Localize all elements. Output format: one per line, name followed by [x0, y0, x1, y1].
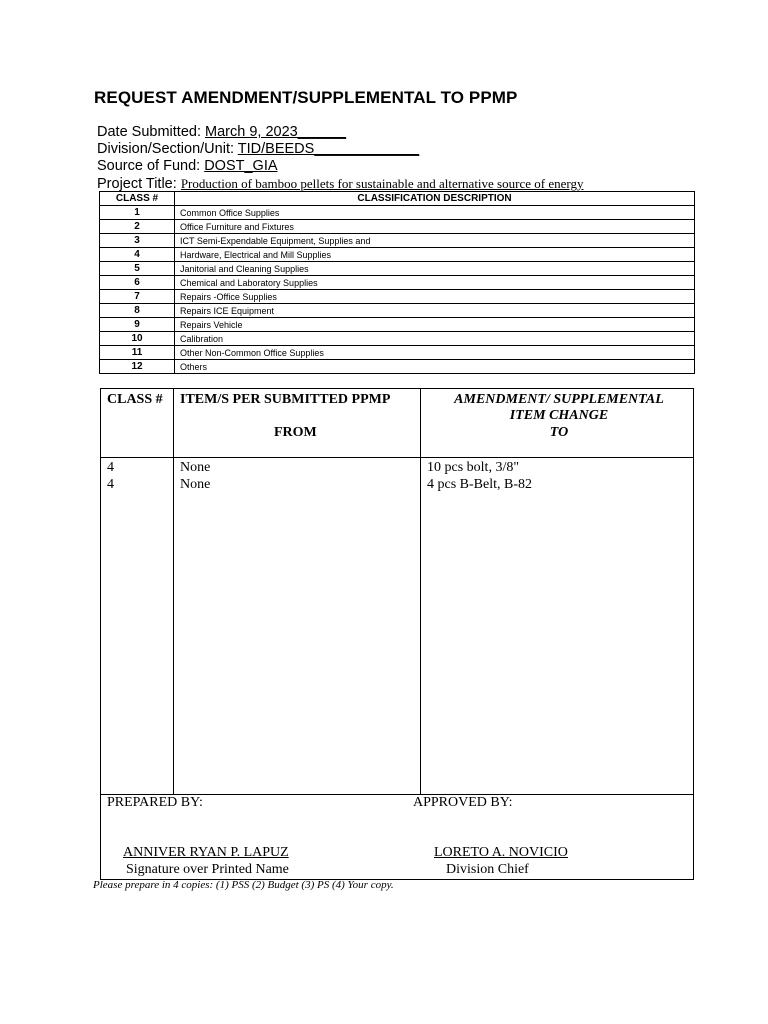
classification-description: Other Non-Common Office Supplies: [175, 346, 695, 360]
division-value: TID/BEEDS_____________: [237, 141, 420, 157]
classification-description: Repairs -Office Supplies: [175, 290, 695, 304]
classification-row: [100, 360, 695, 374]
class-number: 2: [100, 220, 175, 234]
classification-description: ICT Semi-Expendable Equipment, Supplies and: [175, 234, 695, 248]
fund-value: DOST_GIA: [204, 158, 278, 174]
item-row-1-to: 10 pcs bolt, 3/8": [427, 460, 520, 475]
fund-line: [97, 158, 278, 175]
prepared-by-caption: Signature over Printed Name: [126, 862, 289, 877]
classification-description: Chemical and Laboratory Supplies: [175, 276, 695, 290]
header-divider: [101, 457, 693, 458]
to-column-header-line2: ITEM CHANGE: [509, 408, 609, 423]
classification-row: [100, 220, 695, 234]
date-submitted-line: [97, 124, 346, 141]
to-column-header: AMENDMENT/ SUPPLEMENTAL: [454, 392, 664, 407]
item-row-1-class: 4: [107, 460, 114, 475]
classification-table: [99, 191, 695, 374]
class-number: 1: [100, 206, 175, 220]
item-row-2-from: None: [180, 477, 211, 492]
classification-row: [100, 248, 695, 262]
classification-header-row: [100, 192, 695, 206]
classification-row: [100, 332, 695, 346]
classification-description: Office Furniture and Fixtures: [175, 220, 695, 234]
approved-by-label: APPROVED BY:: [413, 795, 513, 810]
copies-note: Please prepare in 4 copies: (1) PSS (2) Budget (3) PS (4) Your copy.: [93, 879, 394, 891]
fund-label: Source of Fund:: [97, 158, 201, 174]
prepared-by-name: ANNIVER RYAN P. LAPUZ: [123, 845, 289, 860]
classification-row: [100, 234, 695, 248]
classification-description: Common Office Supplies: [175, 206, 695, 220]
item-row-2-class: 4: [107, 477, 114, 492]
from-column-subheader: FROM: [274, 425, 317, 440]
class-number: 9: [100, 318, 175, 332]
classification-description: Repairs ICE Equipment: [175, 304, 695, 318]
classification-description: Janitorial and Cleaning Supplies: [175, 262, 695, 276]
class-number: 11: [100, 346, 175, 360]
approved-by-name: LORETO A. NOVICIO: [434, 845, 568, 860]
project-label: Project Title:: [97, 176, 177, 192]
from-column-header: ITEM/S PER SUBMITTED PPMP: [180, 392, 391, 407]
to-column-subheader: TO: [549, 425, 569, 440]
classification-description: Repairs Vehicle: [175, 318, 695, 332]
date-submitted-value: March 9, 2023______: [205, 124, 347, 140]
class-number: 12: [100, 360, 175, 374]
division-line: [97, 141, 419, 158]
class-number-header: CLASS #: [100, 192, 175, 206]
classification-row: [100, 206, 695, 220]
class-number: 4: [100, 248, 175, 262]
class-number: 10: [100, 332, 175, 346]
item-row-1-from: None: [180, 460, 211, 475]
classification-row: [100, 276, 695, 290]
class-number-column-header: CLASS #: [107, 392, 163, 407]
column-divider: [173, 389, 174, 795]
classification-row: [100, 262, 695, 276]
class-number: 7: [100, 290, 175, 304]
column-divider: [420, 389, 421, 795]
date-submitted-label: Date Submitted:: [97, 124, 201, 140]
amendment-table: [100, 388, 694, 880]
division-label: Division/Section/Unit:: [97, 141, 234, 157]
class-number: 5: [100, 262, 175, 276]
project-value: Production of bamboo pellets for sustainable and alternative source of energy: [180, 176, 584, 191]
approved-by-caption: Division Chief: [446, 862, 529, 877]
class-number: 3: [100, 234, 175, 248]
classification-description-header: CLASSIFICATION DESCRIPTION: [175, 192, 695, 206]
classification-row: [100, 346, 695, 360]
classification-description: Others: [175, 360, 695, 374]
classification-row: [100, 318, 695, 332]
item-row-2-to: 4 pcs B-Belt, B-82: [427, 477, 532, 492]
class-number: 8: [100, 304, 175, 318]
classification-row: [100, 304, 695, 318]
classification-row: [100, 290, 695, 304]
form-title: REQUEST AMENDMENT/SUPPLEMENTAL TO PPMP: [94, 88, 518, 107]
class-number: 6: [100, 276, 175, 290]
classification-description: Hardware, Electrical and Mill Supplies: [175, 248, 695, 262]
prepared-by-label: PREPARED BY:: [107, 795, 203, 810]
classification-description: Calibration: [175, 332, 695, 346]
